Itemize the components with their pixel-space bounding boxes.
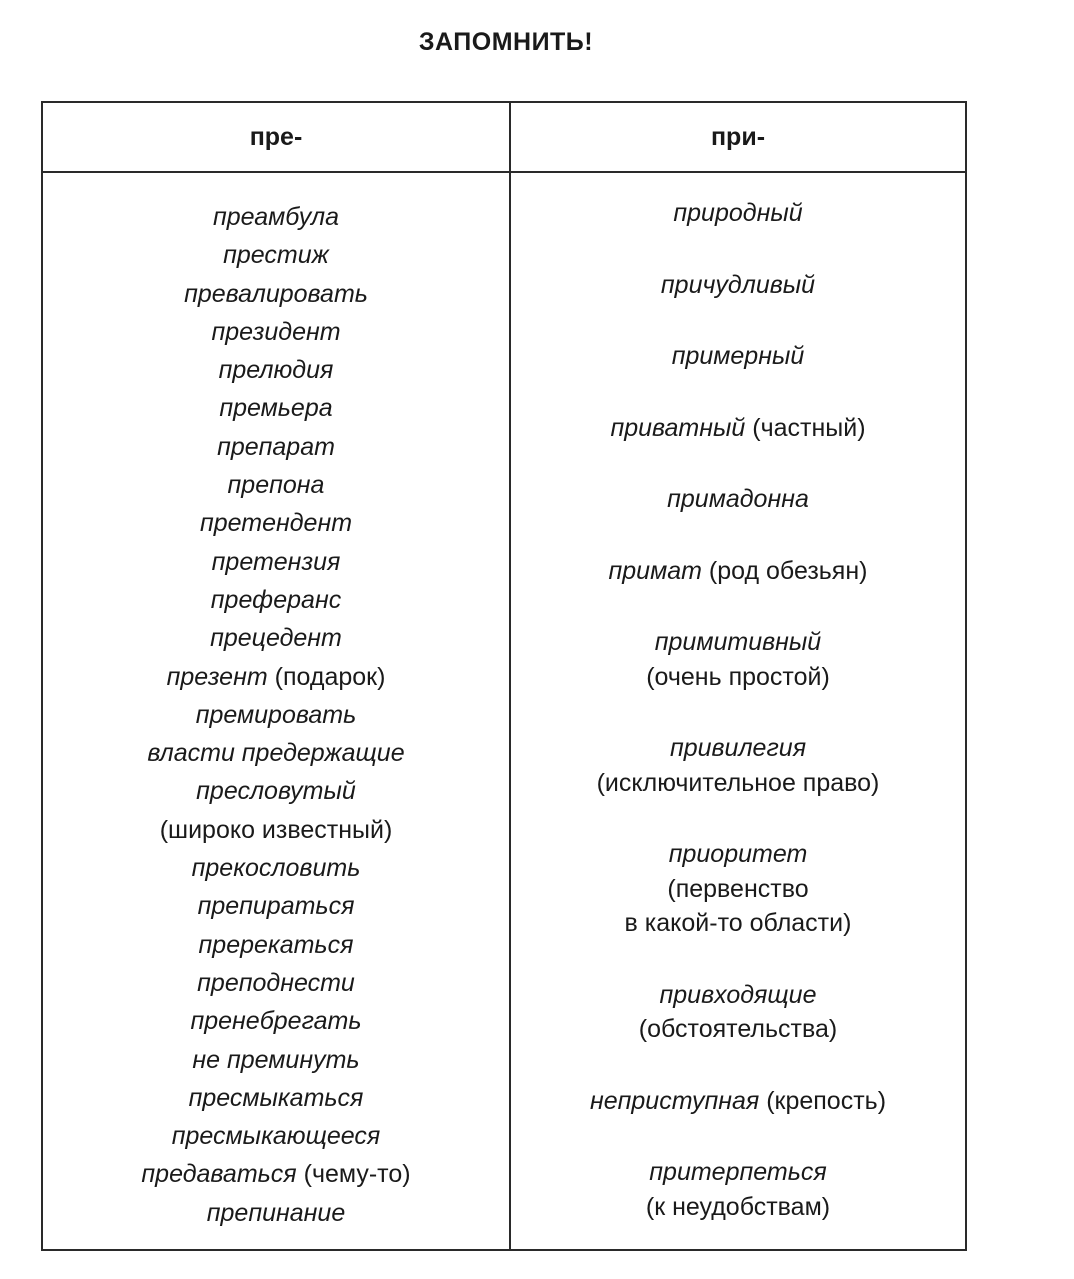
pre-word-row	[43, 198, 509, 236]
pre-word: прелюдия	[218, 356, 334, 385]
pre-word-row	[43, 428, 509, 466]
pre-word-row	[43, 504, 509, 542]
pri-word-entry	[511, 268, 965, 303]
pri-word: примат	[608, 556, 702, 585]
pri-word-note: (род обезьян)	[708, 556, 868, 585]
pre-word-row	[43, 466, 509, 504]
pri-word: привилегия	[669, 734, 807, 762]
pri-word: привходящие	[659, 980, 817, 1009]
pre-word: премьера	[219, 394, 333, 423]
pri-word: приватный	[610, 413, 746, 442]
pre-word-row	[43, 619, 509, 657]
pre-word: преферанс	[210, 585, 342, 614]
pre-word-note: (широко известный)	[159, 815, 393, 844]
pri-word-entry	[511, 978, 965, 1047]
pre-word: препона	[227, 471, 325, 500]
pre-word: пререкаться	[198, 930, 354, 959]
pre-word-row	[43, 313, 509, 351]
column-header-pre: пре-	[249, 123, 303, 151]
pre-word-row	[43, 1117, 509, 1155]
pre-word-row	[43, 581, 509, 619]
pre-word-row	[43, 1079, 509, 1117]
pre-word: пресловутый	[196, 777, 356, 806]
pre-word-row	[43, 887, 509, 925]
pri-word-note: (частный)	[752, 413, 866, 442]
pre-word-row	[43, 926, 509, 964]
pre-word-row	[43, 696, 509, 734]
pre-word-row	[43, 1155, 509, 1193]
pri-word: притерпеться	[649, 1158, 827, 1186]
pri-word-note: (крепость)	[766, 1086, 887, 1115]
pre-word: пресмыкающееся	[171, 1122, 381, 1151]
pri-word-list	[511, 196, 965, 1224]
pre-word-row	[43, 351, 509, 389]
pri-word-entry	[511, 339, 965, 374]
pre-word: преамбула	[212, 203, 340, 231]
pri-word-note: (обстоятельства)	[638, 1015, 838, 1043]
pri-word-entry	[511, 1084, 965, 1119]
pri-word-note-continued: в какой-то области)	[624, 909, 852, 937]
pre-word-list	[43, 198, 509, 1232]
pri-word-entry	[511, 625, 965, 694]
word-table	[41, 101, 967, 1251]
pre-word: престиж	[223, 241, 329, 270]
pri-word-note: (к неудобствам)	[645, 1192, 831, 1221]
pre-word-row	[43, 1002, 509, 1040]
pre-word-note: (подарок)	[274, 662, 386, 691]
pri-word-note: (очень простой)	[646, 662, 830, 691]
pre-word-row	[43, 275, 509, 313]
pre-word: президент	[211, 317, 341, 346]
pre-word: не преминуть	[192, 1045, 360, 1074]
pre-word-row	[43, 1194, 509, 1232]
pri-word-entry	[511, 411, 965, 446]
pri-word: неприступная	[589, 1086, 760, 1115]
column-header-pri: при-	[710, 123, 766, 151]
pri-word-note: (исключительное право)	[596, 768, 880, 797]
pri-word-entry	[511, 196, 965, 231]
pre-word: претензия	[211, 547, 341, 576]
pri-word-entry	[511, 837, 965, 941]
pre-word-row	[43, 236, 509, 274]
pri-word-entry	[511, 482, 965, 517]
pre-word: препираться	[197, 892, 355, 921]
pri-word-note: (первенство	[667, 874, 809, 903]
pri-word-entry	[511, 1155, 965, 1224]
pre-word: пресмыкаться	[188, 1083, 364, 1112]
pre-word: прецедент	[210, 624, 342, 653]
pre-word: препинание	[206, 1198, 346, 1227]
pre-word: прекословить	[191, 854, 361, 883]
pri-word: приоритет	[668, 840, 808, 868]
pri-word: примерный	[671, 342, 805, 370]
pre-word-note: (чему-то)	[303, 1160, 411, 1189]
pre-word: препарат	[217, 432, 335, 461]
pre-word: пренебрегать	[190, 1007, 362, 1036]
pre-word: предаваться	[141, 1160, 297, 1189]
pri-word-entry	[511, 731, 965, 800]
pre-word-row	[43, 543, 509, 581]
pre-word-row	[43, 772, 509, 810]
pri-word-entry	[511, 554, 965, 589]
pre-word: претендент	[199, 509, 353, 538]
pre-word-row	[43, 734, 509, 772]
pri-word: причудливый	[660, 270, 816, 299]
pre-word-row	[43, 964, 509, 1002]
pre-word: превалировать	[184, 279, 368, 308]
pre-word: власти предержащие	[147, 739, 405, 768]
page-title: ЗАПОМНИТЬ!	[418, 28, 594, 56]
pre-word-row	[43, 658, 509, 696]
pre-word-row	[43, 849, 509, 887]
header-divider	[43, 171, 965, 173]
pri-word: примадонна	[667, 485, 809, 513]
pre-word-row	[43, 1041, 509, 1079]
pre-word-row	[43, 811, 509, 849]
pre-word-row	[43, 389, 509, 427]
pri-word: природный	[673, 199, 803, 227]
pre-word: премировать	[195, 700, 357, 729]
pri-word: примитивный	[654, 628, 822, 656]
pre-word: презент	[166, 662, 268, 691]
pre-word: преподнести	[197, 968, 355, 997]
